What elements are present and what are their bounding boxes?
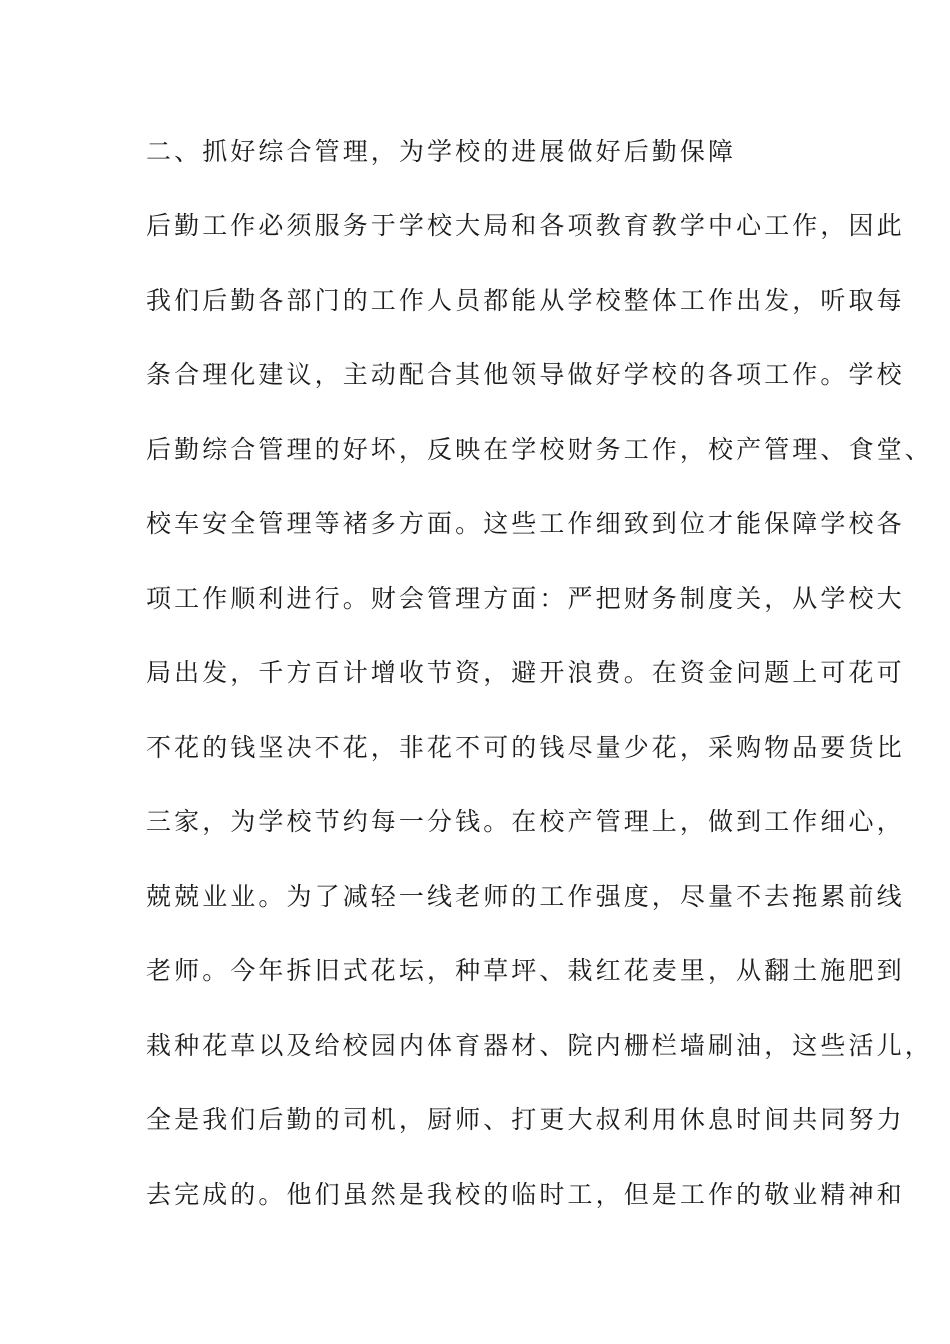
paragraph-line: 兢兢业业。为了减轻一线老师的工作强度，尽量不去拖累前线 — [146, 882, 905, 911]
paragraph-line: 项工作顺利进行。财会管理方面：严把财务制度关，从学校大 — [146, 584, 905, 613]
paragraph-line: 后勤综合管理的好坏，反映在学校财务工作，校产管理、食堂、 — [146, 435, 933, 464]
paragraph-line: 栽种花草以及给校园内体育器材、院内栅栏墙刷油，这些活儿， — [146, 1031, 933, 1060]
paragraph-line: 条合理化建议，主动配合其他领导做好学校的各项工作。学校 — [146, 360, 905, 389]
paragraph-line: 去完成的。他们虽然是我校的临时工，但是工作的敬业精神和 — [146, 1180, 905, 1209]
paragraph-line: 老师。今年拆旧式花坛，种草坪、栽红花麦里，从翻土施肥到 — [146, 956, 905, 985]
paragraph-line: 全是我们后勤的司机，厨师、打更大叔利用休息时间共同努力 — [146, 1105, 905, 1134]
paragraph-line: 校车安全管理等褚多方面。这些工作细致到位才能保障学校各 — [146, 509, 905, 538]
paragraph-line: 局出发，千方百计增收节资，避开浪费。在资金问题上可花可 — [146, 658, 905, 687]
paragraph-line: 我们后勤各部门的工作人员都能从学校整体工作出发，听取每 — [146, 286, 905, 315]
section-heading: 二、抓好综合管理，为学校的进展做好后勤保障 — [146, 137, 737, 166]
paragraph-line: 不花的钱坚决不花，非花不可的钱尽量少花，采购物品要货比 — [146, 733, 905, 762]
paragraph-line: 后勤工作必须服务于学校大局和各项教育教学中心工作，因此 — [146, 211, 905, 240]
paragraph-line: 三家，为学校节约每一分钱。在校产管理上，做到工作细心， — [146, 807, 905, 836]
